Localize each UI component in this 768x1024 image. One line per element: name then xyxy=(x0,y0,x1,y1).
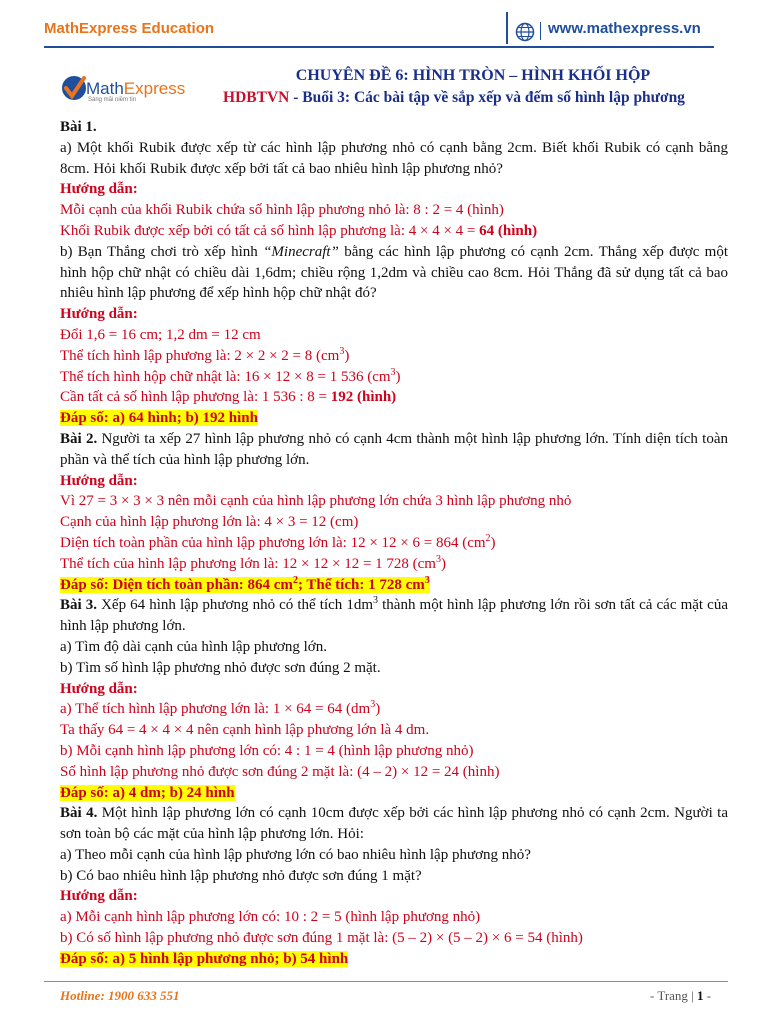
brand-name: MathExpress Education xyxy=(44,20,215,37)
guide-heading: Hướng dẫn: xyxy=(60,181,138,198)
page-number: - Trang | 1 - xyxy=(650,988,712,1003)
guide-heading: Hướng dẫn: xyxy=(60,680,138,697)
footer-rule xyxy=(44,981,728,982)
solution-line: Mỗi cạnh của khối Rubik chứa số hình lập phương nhỏ là: 8 : 2 = 4 (hình) xyxy=(60,202,504,219)
solution-line: b) Mỗi cạnh hình lập phương lớn có: 4 : 1 = 4 (hình lập phương nhỏ) xyxy=(60,742,474,759)
header-divider xyxy=(506,12,508,44)
website-link[interactable]: www.mathexpress.vn xyxy=(548,20,701,37)
page-header xyxy=(0,0,768,46)
guide-heading: Hướng dẫn: xyxy=(60,472,138,489)
logo-wordmark: MathExpress xyxy=(86,79,186,98)
solution-line: Ta thấy 64 = 4 × 4 × 4 nên cạnh hình lập phương lớn là 4 dm. xyxy=(60,722,430,739)
answer-line: Đáp số: Diện tích toàn phần: 864 $cm^2$; Thể tích: 1 728 $cm^3$ xyxy=(60,574,430,593)
solution-line: Thể tích hình lập phương là: 2 × 2 × 2 = 8 $(cm^3)$ xyxy=(60,345,350,364)
solution-line: Diện tích toàn phần của hình lập phương lớn là: 12 × 12 × 6 = 864 $(cm^2)$ xyxy=(60,532,496,551)
guide-heading: Hướng dẫn: xyxy=(60,888,138,905)
logo-slogan: Sáng mãi niềm tin xyxy=(88,97,137,103)
solution-line: Cần tất cả số hình lập phương là: 1 536 : 8 = 192 (hình) xyxy=(60,389,397,406)
exercise-4a-question: a) Theo mỗi cạnh của hình lập phương lớn có bao nhiêu hình lập phương nhỏ? xyxy=(60,846,531,863)
solution-line: b) Có số hình lập phương nhỏ được sơn đúng 1 mặt là: (5 – 2) × (5 – 2) × 6 = 54 (hình) xyxy=(60,930,583,947)
exercise-4b-question: b) Có bao nhiêu hình lập phương nhỏ được sơn đúng 1 mặt? xyxy=(60,867,422,884)
exercise-3b-question: b) Tìm số hình lập phương nhỏ được sơn đúng 2 mặt. xyxy=(60,659,381,676)
solution-line: Cạnh của hình lập phương lớn là: 4 × 3 = 12 (cm) xyxy=(60,514,359,531)
exercise-3-question: Bài 3. Xếp 64 hình lập phương nhỏ có thể tích $1dm^3$ thành một hình lập phương lớn rồi sơn tất cả các mặt của hình lập phương lớn. xyxy=(60,595,728,635)
exercise-4-question: Bài 4. Một hình lập phương lớn có cạnh 10cm được xếp bởi các hình lập phương nhỏ có cạnh 2cm. Người ta sơn toàn bộ các mặt của hình lập phương lớn. Hỏi: xyxy=(60,805,728,843)
solution-line: Thể tích hình hộp chữ nhật là: 16 × 12 × 8 = 1 536 $(cm^3)$ xyxy=(60,366,401,385)
header-separator xyxy=(540,22,541,40)
solution-line: a) Thể tích hình lập phương lớn là: 1 × 64 = 64 $(dm^3)$ xyxy=(60,699,381,718)
solution-line: Thể tích của hình lập phương lớn là: 12 × 12 × 12 = 1 728 $(cm^3)$ xyxy=(60,553,446,572)
exercise-1b-question: b) Bạn Thắng chơi trò xếp hình “Minecraft” bằng các hình lập phương có cạnh 2cm. Thắng xếp được một hình hộp chữ nhật có chiều dài 1,6dm; chiều rộng 1,2dm và chiều cao 8cm. Hỏi Thắng đã sử dụng tất cả bao nhiêu hình lập phương để xếp hình hộp chữ nhật đó? xyxy=(60,243,729,302)
header-rule xyxy=(44,46,714,48)
exercise-1a-question: a) Một khối Rubik được xếp từ các hình lập phương nhỏ có cạnh bằng 2cm. Biết khối Rubik có cạnh bằng 8cm. Hỏi khối Rubik được xếp bởi tất cả bao nhiêu hình lập phương nhỏ? xyxy=(60,139,728,177)
document-body xyxy=(60,117,728,970)
solution-line: Khối Rubik được xếp bởi có tất cả số hình lập phương là: 4 × 4 × 4 = 64 (hình) xyxy=(60,222,538,239)
hotline: Hotline: 1900 633 551 xyxy=(60,988,180,1003)
page-subtitle: HDBTVN - Buổi 3: Các bài tập về sắp xếp và đếm số hình lập phương xyxy=(223,89,685,106)
solution-line: Vì 27 = 3 × 3 × 3 nên mỗi cạnh của hình lập phương lớn chứa 3 hình lập phương nhỏ xyxy=(60,493,572,510)
exercise-2-question: Bài 2. Người ta xếp 27 hình lập phương nhỏ có cạnh 4cm thành một hình lập phương lớn. Tính diện tích toàn phần và thể tích của hình lập phương lớn. xyxy=(60,430,728,468)
guide-heading: Hướng dẫn: xyxy=(60,306,138,323)
exercise-3a-question: a) Tìm độ dài cạnh của hình lập phương lớn. xyxy=(60,638,327,655)
solution-line: Số hình lập phương nhỏ được sơn đúng 2 mặt là: (4 – 2) × 12 = 24 (hình) xyxy=(60,763,500,780)
solution-line: a) Mỗi cạnh hình lập phương lớn có: 10 : 2 = 5 (hình lập phương nhỏ) xyxy=(60,909,481,926)
page-title: CHUYÊN ĐỀ 6: HÌNH TRÒN – HÌNH KHỐI HỘP xyxy=(295,67,651,84)
answer-line: Đáp số: a) 5 hình lập phương nhỏ; b) 54 hình xyxy=(60,950,349,967)
globe-icon xyxy=(515,22,535,42)
exercise-1-heading: Bài 1. xyxy=(60,119,97,135)
answer-line: Đáp số: a) 4 dm; b) 24 hình xyxy=(60,784,235,801)
answer-line: Đáp số: a) 64 hình; b) 192 hình xyxy=(60,410,258,427)
solution-line: Đổi 1,6 = 16 cm; 1,2 dm = 12 cm xyxy=(60,326,261,343)
